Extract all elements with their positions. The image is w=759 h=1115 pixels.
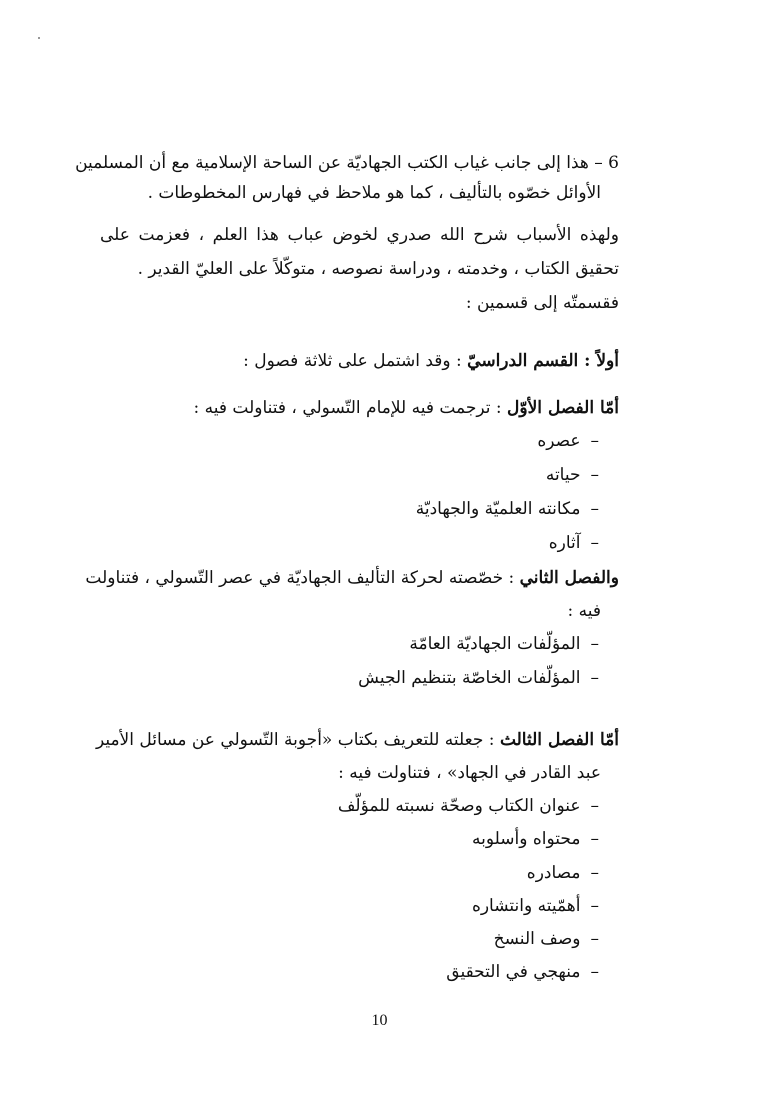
chapter-1-heading: أمّا الفصل الأوّل (507, 398, 619, 418)
list-item: –أهمّيته وانتشاره (471, 896, 599, 916)
list-item: –منهجي في التحقيق (446, 962, 599, 982)
paragraph-line-5: فقسمتّه إلى قسمين : (465, 293, 619, 313)
list-item: –حياته (545, 465, 599, 485)
list-item: –وصف النسخ (493, 929, 599, 949)
chapter-1-text: : ترجمت فيه للإمام التّسولي ، فتناولت فيه : (193, 398, 508, 418)
paragraph-line-4: تحقيق الكتاب ، وخدمته ، ودراسة نصوصه ، متوكّلاً على العليّ القدير . (137, 259, 619, 279)
chapter-3-text: : جعلته للتعريف بكتاب «أجوبة التّسولي عن مسائل الأمير (95, 730, 500, 750)
paragraph-line-1: 6 – هذا إلى جانب غياب الكتب الجهاديّة عن الساحة الإسلامية مع أن المسلمين (75, 153, 619, 173)
list-item: –مكانته العلميّة والجهاديّة (415, 499, 599, 519)
list-item: –عصره (537, 431, 599, 451)
chapter-3-heading: أمّا الفصل الثالث (499, 730, 619, 750)
chapter-1-line (193, 395, 619, 421)
list-item: –عنوان الكتاب وصحّة نسبته للمؤلّف (337, 796, 599, 816)
chapter-3-continuation: عبد القادر في الجهاد» ، فتناولت فيه : (338, 763, 601, 783)
chapter-3-line (95, 727, 619, 753)
list-item: –مصادره (526, 863, 599, 883)
section-1-text: : وقد اشتمل على ثلاثة فصول : (243, 351, 468, 371)
paragraph-line-2: الأوائل خصّوه بالتأليف ، كما هو ملاحظ في فهارس المخطوطات . (147, 183, 601, 203)
list-item: –المؤلّفات الجهاديّة العامّة (409, 634, 599, 654)
section-1-heading: أولاً : القسم الدراسيّ (467, 351, 619, 371)
paragraph-line-3: ولهذه الأسباب شرح الله صدري لخوض عباب هذا العلم ، فعزمت على (100, 225, 619, 245)
chapter-2-heading: والفصل الثاني (519, 568, 619, 588)
list-item: –المؤلّفات الخاصّة بتنظيم الجيش (358, 668, 599, 688)
section-1-line (243, 348, 619, 374)
page-number: 10 (371, 1012, 388, 1029)
list-item: –آثاره (548, 533, 599, 553)
chapter-2-continuation: فيه : (567, 601, 601, 621)
list-item: –محتواه وأسلوبه (472, 829, 599, 849)
scan-speck (38, 37, 40, 39)
chapter-2-line (85, 565, 619, 591)
chapter-2-text: : خصّصته لحركة التأليف الجهاديّة في عصر التّسولي ، فتناولت (85, 568, 520, 588)
